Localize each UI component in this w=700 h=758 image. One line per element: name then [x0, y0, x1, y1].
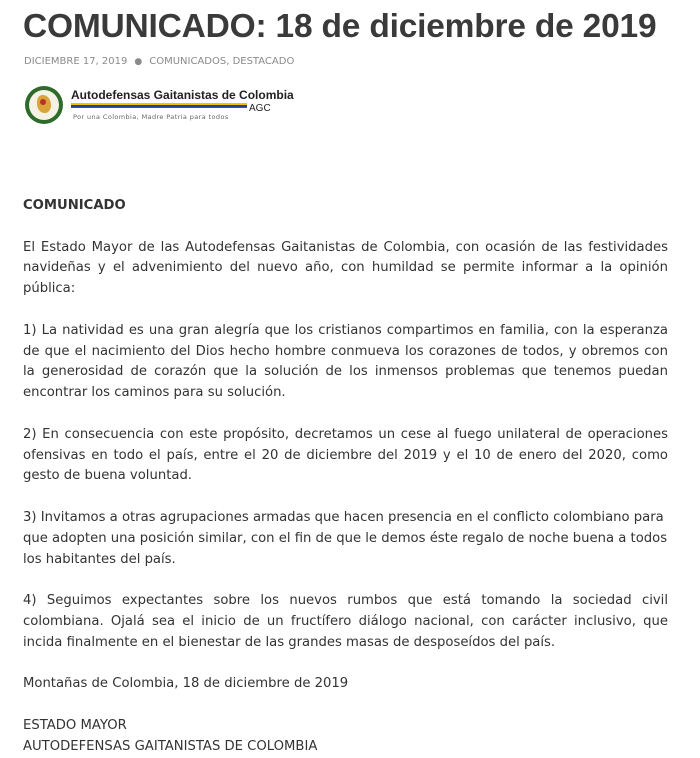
post-categories-link[interactable]: COMUNICADOS, DESTACADO — [149, 56, 295, 67]
paragraph-intro: El Estado Mayor de las Autodefensas Gaitanistas de Colombia, con ocasión de las festividades navideñas y el advenimiento del nuevo año, con humildad se permite informar a la opinión pública: — [23, 239, 668, 297]
logo-motto: Por una Colombia, Madre Patria para todos — [73, 113, 229, 121]
place-date: Montañas de Colombia, 18 de diciembre de 2019 — [23, 676, 349, 692]
signature-line-2: AUTODEFENSAS GAITANISTAS DE COLOMBIA — [23, 738, 318, 754]
signature-line-1: ESTADO MAYOR — [23, 717, 127, 733]
flag-stripes — [71, 103, 273, 108]
paragraph-point-4: 4) Seguimos expectantes sobre los nuevos rumbos que está tomando la sociedad civil colombiana. Ojalá sea el inicio de un fructífero diálogo nacional, con carácter inclusivo, que incida finalmente en el bienestar de las grandes masas de desposeídos del país. — [23, 593, 668, 650]
paragraph-point-2: 2) En consecuencia con este propósito, decretamos un cese al fuego unilateral de operaciones ofensivas en todo el país, entre el 20 de diciembre del 2019 y el 10 de enero del 2020, como gesto de buena voluntad. — [23, 426, 668, 484]
article-body — [23, 196, 668, 758]
paragraph-point-3: 3) Invitamos a otras agrupaciones armadas que hacen presencia en el conflicto colombiano para que adopten una posición similar, con el fin de que le demos éste regalo de noche buena a todos los habitantes del país. — [23, 509, 668, 567]
logo-name: Autodefensas Gaitanistas de Colombia — [71, 88, 294, 102]
logo-acronym: AGC — [249, 103, 271, 114]
agc-logo — [25, 86, 294, 128]
paragraph-point-1: 1) La natividad es una gran alegría que los cristianos compartimos en familia, con la esperanza de que el nacimiento del Dios hecho hombre conmueva los corazones de todos, y obremos con la generosidad de corazón que la solución de los inmensos problemas que tenemos puedan encontrar los caminos para su solución. — [23, 322, 668, 401]
meta-separator-icon: ● — [134, 57, 143, 67]
post-date-link[interactable]: DICIEMBRE 17, 2019 — [24, 56, 128, 67]
body-heading: COMUNICADO — [23, 198, 126, 213]
page-title: COMUNICADO: 18 de diciembre de 2019 — [23, 8, 657, 45]
seal-icon — [25, 86, 63, 124]
post-meta — [24, 56, 294, 67]
